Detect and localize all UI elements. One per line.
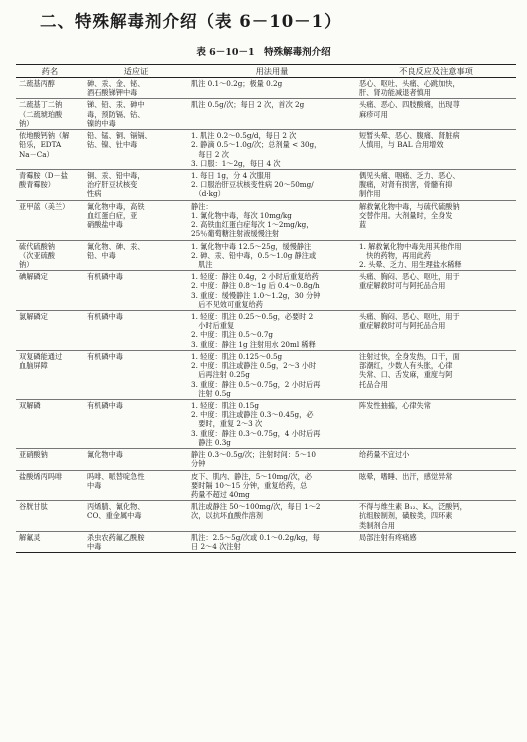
cell-line: 氰化物中毒，高铁 xyxy=(87,201,145,211)
antidote-table xyxy=(16,64,516,553)
cell-line: 头痛、胸闷、恶心、呕吐，用于 xyxy=(359,272,460,282)
cell-indication xyxy=(84,311,188,351)
cell-dosage xyxy=(188,501,356,532)
cell-line: 后不见效可重复给药 xyxy=(191,299,263,309)
cell-line: 小时后重复 xyxy=(191,321,235,331)
cell-line: 3. 重度：静注 1g 注射用水 20ml 稀释 xyxy=(191,339,316,349)
cell-line: 双复磷能通过 xyxy=(19,351,63,361)
cell-line: 3. 重度：静注 0.3～0.75g，4 小时后再 xyxy=(191,428,321,438)
cell-line: 给药量不宜过小 xyxy=(359,450,410,460)
cell-indication xyxy=(84,400,188,449)
cell-line: 氰化物中毒 xyxy=(87,450,123,460)
cell-line: 治疗肝豆状核变 xyxy=(87,180,138,190)
cell-line: 铜、汞、铅中毒， xyxy=(87,170,145,180)
cell-indication xyxy=(84,200,188,240)
cell-line: 腹痛，对肾有损害，骨髓有抑 xyxy=(359,180,453,190)
cell-line: 锑、铅、汞、砷中 xyxy=(87,100,145,110)
header-drug-name: 药名 xyxy=(16,65,84,78)
cell-dosage xyxy=(188,99,356,130)
cell-line: 静注： xyxy=(191,201,213,211)
cell-line: 氰化物、砷、汞、 xyxy=(87,241,145,251)
cell-line: 青霉胺（D－盐 xyxy=(19,170,68,180)
cell-line: 血红蛋白症，亚 xyxy=(87,210,138,220)
table-row xyxy=(16,240,516,271)
cell-line: 静注 0.3～0.5g/次；注射时间：5～10 xyxy=(191,450,316,460)
table-row xyxy=(16,169,516,200)
cell-adverse-effects xyxy=(356,531,516,552)
cell-line: 钠） xyxy=(19,118,34,128)
cell-line: 酒石酸锑钾中毒 xyxy=(87,88,138,98)
cell-drug-name xyxy=(16,449,84,470)
cell-line: 依地酸钙钠（解 xyxy=(19,131,70,141)
cell-line: 二巯基丁二钠 xyxy=(19,100,63,110)
cell-line: 皮下、肌内、静注，5～10mg/次，必 xyxy=(191,471,312,481)
cell-indication xyxy=(84,240,188,271)
cell-line: 头痛、恶心、四肢酸痛，出现荨 xyxy=(359,100,460,110)
cell-line: 人慎用，与 BAL 合用增效 xyxy=(359,140,444,150)
cell-line: 有机磷中毒 xyxy=(87,272,123,282)
cell-dosage xyxy=(188,400,356,449)
cell-drug-name xyxy=(16,531,84,552)
cell-line: 25％葡萄糖注射液缓慢注射 xyxy=(191,229,280,239)
table-row xyxy=(16,78,516,99)
cell-line: 1. 轻度：肌注 0.125～0.5g xyxy=(191,351,283,361)
cell-line: 有机磷中毒 xyxy=(87,312,123,322)
cell-line: 1. 每日 1g，分 4 次服用 xyxy=(191,170,272,180)
table-caption: 表 6－10－1 特殊解毒剂介绍 xyxy=(196,47,331,58)
cell-line: 恶心、呕吐、头痛、心跳加快， xyxy=(359,79,460,88)
cell-line: 肌注 xyxy=(191,259,213,269)
cell-line: 硝酸盐中毒 xyxy=(87,220,123,230)
cell-line: 双解磷 xyxy=(19,401,41,410)
table-row xyxy=(16,200,516,240)
cell-line: 2. 中度：肌注或静注 0.5g，2～3 小时 xyxy=(191,361,317,371)
cell-drug-name xyxy=(16,501,84,532)
cell-line: 要时隔 10～15 分钟，重复给药，总 xyxy=(191,480,308,490)
cell-line: 偶见头痛、咽痛、乏力、恶心、 xyxy=(359,170,460,180)
cell-line: 砷、汞、金、铋、 xyxy=(87,79,145,88)
cell-line: （次亚硫酸 xyxy=(19,250,55,260)
cell-line: CO、重金属中毒 xyxy=(87,511,142,521)
cell-drug-name xyxy=(16,78,84,99)
cell-line: 二巯基丙醇 xyxy=(19,79,55,88)
cell-line: 1. 解救氰化物中毒先用其他作用 xyxy=(359,241,462,251)
cell-drug-name xyxy=(16,200,84,240)
cell-dosage xyxy=(188,200,356,240)
table-row xyxy=(16,350,516,399)
cell-adverse-effects xyxy=(356,470,516,501)
cell-drug-name xyxy=(16,271,84,311)
cell-adverse-effects xyxy=(356,449,516,470)
cell-drug-name xyxy=(16,350,84,399)
cell-line: 2. 头晕、乏力、用生理盐水稀释 xyxy=(359,259,462,269)
cell-line: 快的药物，再用此药 xyxy=(359,250,431,260)
cell-dosage xyxy=(188,470,356,501)
cell-line: 3. 重度：静注 0.5～0.75g，2 小时后再 xyxy=(191,379,321,389)
cell-line: 吗啡、哌替啶急性 xyxy=(87,471,145,481)
cell-line: 亚硝酸钠 xyxy=(19,450,48,460)
cell-line: 有机磷中毒 xyxy=(87,401,123,410)
cell-indication xyxy=(84,350,188,399)
cell-line: 毒，预防镉、钴、 xyxy=(87,109,145,119)
table-row xyxy=(16,531,516,552)
cell-line: 2. 中度：肌注 0.5～0.7g xyxy=(191,330,274,340)
cell-line: 分钟 xyxy=(191,459,206,469)
cell-indication xyxy=(84,99,188,130)
cell-adverse-effects xyxy=(356,271,516,311)
cell-adverse-effects xyxy=(356,311,516,351)
cell-line: 肌注：2.5～5g/次或 0.1～0.2g/kg，每 xyxy=(191,532,320,542)
cell-dosage xyxy=(188,78,356,99)
cell-indication xyxy=(84,78,188,99)
cell-line: 短暂头晕、恶心、腹痛、肾脏病 xyxy=(359,131,460,141)
cell-line: 酸青霉胺） xyxy=(19,180,55,190)
cell-adverse-effects xyxy=(356,400,516,449)
cell-line: 杀虫农药氟乙酰胺 xyxy=(87,532,145,542)
cell-dosage xyxy=(188,240,356,271)
cell-line: 铅乐，EDTA xyxy=(19,140,62,150)
cell-line: 药量不超过 40mg xyxy=(191,489,250,499)
cell-line: 交替作用。大剂量时，全身发 xyxy=(359,210,453,220)
cell-line: 亚甲蓝（美兰） xyxy=(19,201,70,211)
header-adverse-effects: 不良反应及注意事项 xyxy=(356,65,516,78)
cell-line: 托品合用 xyxy=(359,379,388,389)
cell-line: 铅、中毒 xyxy=(87,250,116,260)
cell-indication xyxy=(84,449,188,470)
cell-line: 解救氰化物中毒，与硫代硫酸钠 xyxy=(359,201,460,211)
table-row xyxy=(16,449,516,470)
cell-line: 蓝 xyxy=(359,220,367,230)
cell-line: 血脑屏障 xyxy=(19,361,48,371)
cell-line: 肝、肾功能减退者慎用 xyxy=(359,88,431,98)
cell-dosage xyxy=(188,271,356,311)
cell-line: 后再注射 0.25g xyxy=(191,370,250,380)
cell-adverse-effects xyxy=(356,130,516,170)
cell-line: 钠） xyxy=(19,259,34,269)
cell-dosage xyxy=(188,531,356,552)
cell-line: 麻疹可用 xyxy=(359,109,388,119)
cell-line: 1. 肌注 0.2～0.5g/d，每日 2 次 xyxy=(191,131,297,141)
cell-line: 性病 xyxy=(87,189,102,199)
cell-line: 不得与维生素 B₁₂、K₃，泛酸钙， xyxy=(359,502,467,512)
table-row xyxy=(16,99,516,130)
cell-line: 钴、镍、钍中毒 xyxy=(87,140,138,150)
header-indication: 适应证 xyxy=(84,65,188,78)
cell-drug-name xyxy=(16,240,84,271)
cell-line: 重症解救时可与阿托品合用 xyxy=(359,321,446,331)
cell-line: 3. 口服：1～2g，每日 4 次 xyxy=(191,158,281,168)
cell-line: 头痛、胸闷、恶心、呕吐，用于 xyxy=(359,312,460,322)
cell-drug-name xyxy=(16,99,84,130)
cell-drug-name xyxy=(16,169,84,200)
cell-line: 1. 氰化物中毒，每次 10mg/kg xyxy=(191,210,292,220)
cell-line: 1. 轻度：肌注 0.25～0.5g，必要时 2 xyxy=(191,312,314,322)
cell-dosage xyxy=(188,311,356,351)
cell-line: 铅、锰、铜、镉镉、 xyxy=(87,131,152,141)
cell-line: 重症解救时可与阿托品合用 xyxy=(359,281,446,291)
cell-dosage xyxy=(188,449,356,470)
cell-line: 1. 轻度：肌注 0.15g xyxy=(191,401,259,410)
cell-line: 制作用 xyxy=(359,189,381,199)
cell-indication xyxy=(84,501,188,532)
cell-indication xyxy=(84,271,188,311)
cell-line: 次，以抗坏血酸作溶剂 xyxy=(191,511,263,521)
table-row xyxy=(16,271,516,311)
cell-line: 局部注射有疼痛感 xyxy=(359,532,417,542)
cell-line: 2. 口服治肝豆状核变性病 20～50mg/ xyxy=(191,180,314,190)
cell-adverse-effects xyxy=(356,78,516,99)
cell-line: 1. 氰化物中毒 12.5～25g，缓慢静注 xyxy=(191,241,312,251)
table-header-row xyxy=(16,65,516,78)
cell-line: 阵发性抽搐，心律失常 xyxy=(359,401,431,410)
cell-indication xyxy=(84,531,188,552)
table-row xyxy=(16,470,516,501)
cell-line: 日 2～4 次注射 xyxy=(191,542,241,552)
cell-line: 静注 0.3g xyxy=(191,437,231,447)
cell-line: （二巯琥珀酸 xyxy=(19,109,63,119)
cell-line: 部潮红，少数人有头胀，心律 xyxy=(359,361,453,371)
cell-indication xyxy=(84,169,188,200)
cell-line: 有机磷中毒 xyxy=(87,351,123,361)
cell-line: 硫代硫酸钠 xyxy=(19,241,55,251)
cell-drug-name xyxy=(16,311,84,351)
cell-drug-name xyxy=(16,400,84,449)
cell-line: 肌注或静注 50～100mg/次，每日 1～2 xyxy=(191,502,321,512)
cell-drug-name xyxy=(16,470,84,501)
cell-line: 碘解磷定 xyxy=(19,272,48,282)
cell-dosage xyxy=(188,350,356,399)
cell-line: 注射 0.5g xyxy=(191,388,231,398)
cell-line: 解氟灵 xyxy=(19,532,41,542)
cell-line: 注射过快，全身发热，口干，面 xyxy=(359,351,460,361)
cell-drug-name xyxy=(16,130,84,170)
cell-line: 2. 中度：肌注或静注 0.3～0.45g，必 xyxy=(191,410,314,420)
cell-adverse-effects xyxy=(356,240,516,271)
cell-line: 中毒 xyxy=(87,480,102,490)
table-row xyxy=(16,311,516,351)
cell-line: 2. 静滴 0.5～1.0g/次；总剂量 < 30g， xyxy=(191,140,322,150)
cell-adverse-effects xyxy=(356,200,516,240)
cell-dosage xyxy=(188,169,356,200)
header-dosage: 用法用量 xyxy=(188,65,356,78)
cell-adverse-effects xyxy=(356,501,516,532)
cell-line: Na－Ca） xyxy=(19,149,54,159)
cell-line: 肌注 0.1～0.2g；极量 0.2g xyxy=(191,79,283,88)
cell-line: 每日 2 次 xyxy=(191,149,229,159)
cell-line: 中毒 xyxy=(87,542,102,552)
cell-line: 2. 砷、汞、铅中毒，0.5～1.0g 静注或 xyxy=(191,250,317,260)
cell-line: （d·kg） xyxy=(191,189,225,199)
cell-indication xyxy=(84,130,188,170)
table-row xyxy=(16,501,516,532)
table-row xyxy=(16,400,516,449)
cell-indication xyxy=(84,470,188,501)
cell-line: 丙烯腈、氰化物、 xyxy=(87,502,145,512)
cell-line: 3. 重度：缓慢静注 1.0～1.2g，30 分钟 xyxy=(191,290,321,300)
table-row xyxy=(16,130,516,170)
section-heading: 二、特殊解毒剂介绍（表 6－10－1） xyxy=(40,12,342,31)
cell-line: 失常、口、舌发麻，重度与阿 xyxy=(359,370,453,380)
cell-line: 1. 轻度：静注 0.4g，2 小时后重复给药 xyxy=(191,272,319,282)
cell-line: 肌注 0.5g/次；每日 2 次，首次 2g xyxy=(191,100,305,110)
cell-line: 氯解磷定 xyxy=(19,312,48,322)
cell-line: 谷胱甘肽 xyxy=(19,502,48,512)
cell-adverse-effects xyxy=(356,169,516,200)
cell-line: 类制剂合用 xyxy=(359,520,395,530)
cell-dosage xyxy=(188,130,356,170)
cell-line: 2. 中度：静注 0.8～1g 后 0.4～0.8g/h xyxy=(191,281,320,291)
cell-adverse-effects xyxy=(356,99,516,130)
cell-adverse-effects xyxy=(356,350,516,399)
cell-line: 2. 高铁血红蛋白症每次 1～2mg/kg， xyxy=(191,220,314,230)
table-body xyxy=(16,78,516,553)
cell-line: 盐酸烯丙吗啡 xyxy=(19,471,63,481)
cell-line: 眩晕，嗜睡、出汗，感觉异常 xyxy=(359,471,453,481)
cell-line: 要时，重复 2～3 次 xyxy=(191,419,263,429)
cell-line: 抗组胺制剂，磺胺类，四环素 xyxy=(359,511,453,521)
cell-line: 镍的中毒 xyxy=(87,118,116,128)
